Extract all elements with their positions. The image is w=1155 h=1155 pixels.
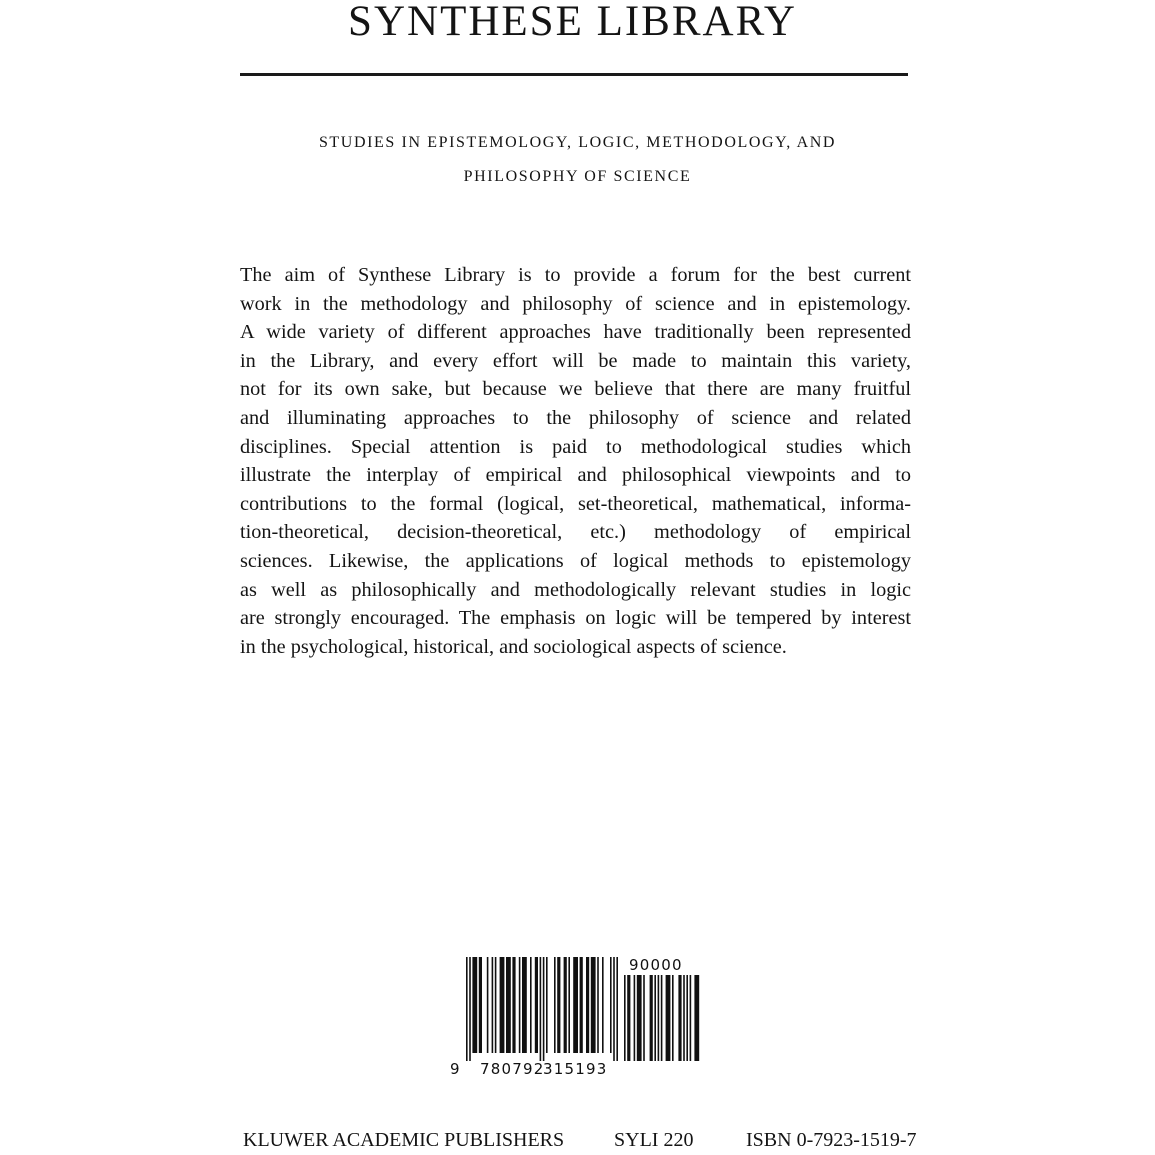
barcode-bar	[686, 975, 688, 1061]
description-line: in the Library, and every effort will be made to maintain this variety,	[240, 349, 911, 372]
barcode-bar	[610, 957, 612, 1053]
barcode-bar	[654, 975, 656, 1061]
barcode-bar	[573, 957, 578, 1053]
barcode-bar	[512, 957, 515, 1053]
barcode-bar	[487, 957, 489, 1053]
barcode-bar	[492, 957, 494, 1053]
barcode-bar	[519, 957, 521, 1053]
barcode-bar	[580, 957, 583, 1053]
barcode-bar	[479, 957, 482, 1053]
barcode-bar	[469, 957, 471, 1061]
barcode-bar	[678, 975, 681, 1061]
barcode-bar	[472, 957, 477, 1053]
series-code: SYLI 220	[614, 1129, 694, 1151]
barcode-left-digits: 780792	[480, 1060, 545, 1078]
barcode-bar	[658, 975, 660, 1061]
barcode-bar	[557, 957, 560, 1053]
barcode-bar	[543, 957, 545, 1061]
barcode-bar	[466, 957, 468, 1061]
barcode-right-digits: 315193	[543, 1060, 608, 1078]
ean13-bars	[466, 957, 618, 1061]
barcode-bar	[500, 957, 505, 1053]
title-rule	[240, 73, 908, 76]
description-line: not for its own sake, but because we believe that there are many fruitful	[240, 378, 911, 401]
barcode-bar	[591, 957, 596, 1053]
description-line: disciplines. Special attention is paid to methodological studies which	[240, 435, 911, 458]
barcode-bar	[506, 957, 511, 1053]
series-subtitle-line-2: PHILOSOPHY OF SCIENCE	[463, 168, 692, 185]
isbn-barcode	[444, 955, 704, 1080]
barcode-bar	[530, 957, 532, 1053]
barcode-bar	[616, 957, 618, 1061]
barcode-bar	[624, 975, 626, 1061]
series-title: SYNTHESE LIBRARY	[348, 0, 797, 45]
description-line: The aim of Synthese Library is to provide a forum for the best current	[240, 264, 911, 286]
barcode-bar	[522, 957, 527, 1053]
barcode-bar	[683, 975, 685, 1061]
description-line: as well as philosophically and methodologically relevant studies in logic	[240, 578, 911, 601]
barcode-first-digit: 9	[450, 1060, 461, 1078]
barcode-bar	[694, 975, 699, 1061]
barcode-bar	[495, 957, 497, 1053]
barcode-bar	[672, 975, 674, 1061]
barcode-bar	[540, 957, 542, 1061]
barcode-bar	[602, 957, 604, 1053]
series-subtitle-line-1: STUDIES IN EPISTEMOLOGY, LOGIC, METHODOLOGY, AND	[318, 134, 837, 151]
description-line: work in the methodology and philosophy of science and in epistemology.	[240, 292, 911, 315]
description-line: contributions to the formal (logical, set-theoretical, mathematical, informa-	[240, 492, 911, 515]
description-line: are strongly encouraged. The emphasis on logic will be tempered by interest	[240, 607, 911, 630]
series-description	[240, 261, 911, 661]
description-line: sciences. Likewise, the applications of logical methods to epistemology	[240, 549, 911, 572]
barcode-bar	[554, 957, 556, 1053]
barcode-bar	[613, 957, 615, 1061]
barcode-bar	[568, 957, 570, 1053]
barcode-bar	[586, 957, 589, 1053]
addon-digits: 90000	[629, 956, 683, 974]
barcode-bar	[634, 975, 636, 1061]
description-line: tion-theoretical, decision-theoretical, etc.) methodology of empirical	[240, 521, 911, 544]
barcode-bar	[650, 975, 653, 1061]
barcode-bar	[627, 975, 630, 1061]
barcode-bar	[637, 975, 642, 1061]
description-line: A wide variety of different approaches have traditionally been represented	[240, 321, 911, 344]
description-line: and illuminating approaches to the philosophy of science and related	[240, 406, 911, 429]
addon-bars	[624, 975, 699, 1061]
publisher-name: KLUWER ACADEMIC PUBLISHERS	[243, 1129, 565, 1151]
barcode-bar	[666, 975, 671, 1061]
barcode-bar	[564, 957, 567, 1053]
barcode-bar	[535, 957, 538, 1053]
description-line: illustrate the interplay of empirical and philosophical viewpoints and to	[240, 464, 911, 487]
barcode-bar	[690, 975, 692, 1061]
barcode-bar	[546, 957, 548, 1053]
description-line: in the psychological, historical, and sociological aspects of science.	[240, 635, 787, 658]
barcode-bar	[661, 975, 663, 1061]
barcode-bar	[643, 975, 645, 1061]
barcode-bar	[597, 957, 599, 1053]
isbn-number: ISBN 0-7923-1519-7	[746, 1129, 917, 1151]
